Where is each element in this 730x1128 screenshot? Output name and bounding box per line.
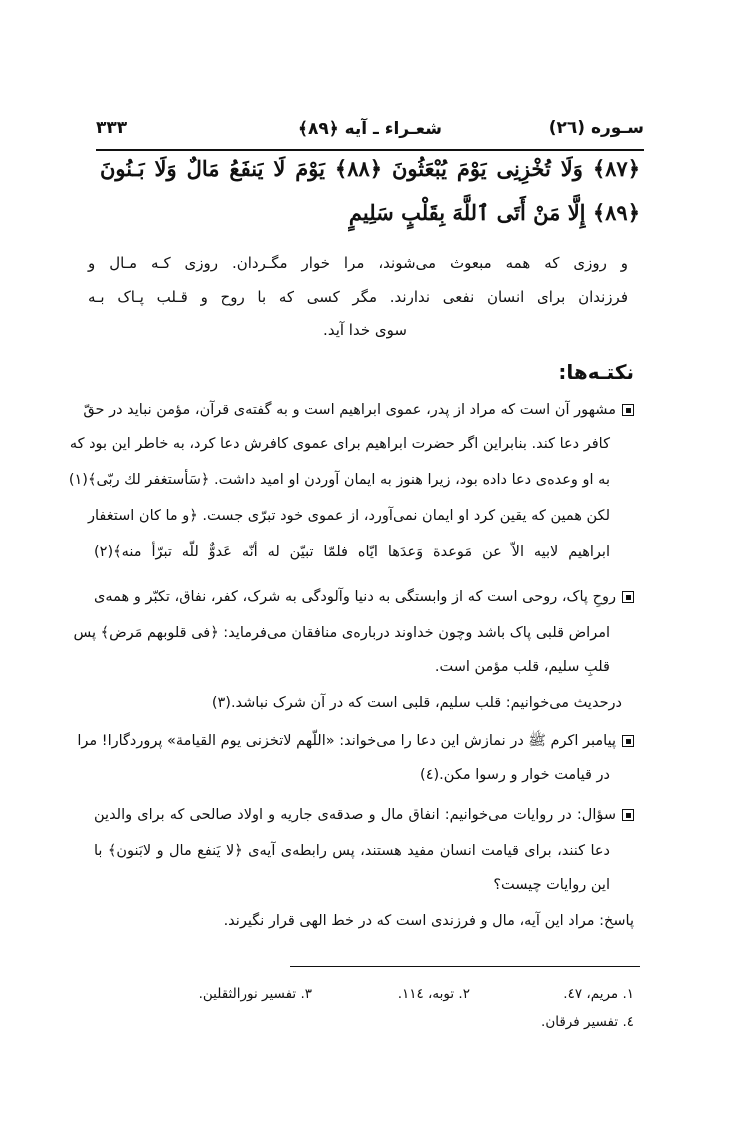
note-line: پيامبر اكرم ﷺ در نمازش اين دعا را مى‌خواند: «اللّهم لاتخزنى يوم القيامة» پروردگارا! مرا xyxy=(94,727,634,755)
translation-line: فرزندان براى انسان نفعى ندارند. مگر كسى كه با روح و قـلب پـاک بـه xyxy=(88,288,628,306)
square-bullet-icon xyxy=(622,809,634,821)
translation-line: و روزى كه همه مبعوث مى‌شوند، مرا خوار مگـردان. روزى كـه مـال و xyxy=(88,254,628,272)
note-line: قلبِ سليم، قلب مؤمن است. xyxy=(434,659,610,675)
answer-line: پاسخ: مراد اين آيه، مال و فرزندى است كه در خط الهى قرار نگيرند. xyxy=(223,913,634,929)
footnote: ٤. تفسير فرقان. xyxy=(541,1014,634,1030)
page-number: ٣٣٣ xyxy=(96,118,128,138)
note-line: به او وعده‌ى دعا داده بود، زيرا هنوز به ايمان آوردن او اميد داشت. ﴿سَأستغفر لك ربّى﴾(١) xyxy=(68,472,610,488)
notes-heading: نكتـه‌ها: xyxy=(558,360,634,384)
note-line: اين روايات چيست؟ xyxy=(493,877,610,893)
header-title: شعـراء ـ آيه ﴿٨٩﴾ xyxy=(298,119,442,139)
note-line: درحديث مى‌خوانيم: قلب سليم، قلبى است كه در آن شرک نباشد.(٣) xyxy=(211,695,622,711)
note-line: دعا كنند، براى قيامت انسان مفيد هستند، پس رابطه‌ى آيه‌ى ﴿لا يَنفع مال و لابَنون﴾ با xyxy=(94,843,610,859)
square-bullet-icon xyxy=(622,591,634,603)
note-line: لكن همين كه يقين كرد او ايمان نمى‌آورد، از عموى خود تبرّى جست. ﴿و ما كان استغفار xyxy=(88,508,610,524)
footnote: ٢. توبه، ١١٤. xyxy=(397,986,470,1002)
translation-line: سوى خدا آيد. xyxy=(323,321,407,339)
note-line: كافر دعا كند. بنابراين اگر حضرت ابراهيم براى عموى كافرش دعا كرد، به خاطر اين بود كه xyxy=(69,436,610,452)
note-line: امراض قلبى پاک باشد وچون خداوند درباره‌ى منافقان مى‌فرمايد: ﴿فى قلوبهم مَرض﴾ پس xyxy=(73,625,610,641)
page-header xyxy=(96,118,644,148)
note-line: مشهور آن است كه مراد از پدر، عموى ابراهيم است و به گفته‌ى قرآن، مؤمن نبايد در حقّ xyxy=(94,396,634,424)
header-divider xyxy=(96,149,644,151)
note-line: در قيامت خوار و رسوا مكن.(٤) xyxy=(420,767,610,783)
quran-verse-line: ﴿٨٧﴾ وَلَا تُخْزِنِى يَوْمَ يُبْعَثُونَ ﴿٨٨﴾ يَوْمَ لَا يَنفَعُ مَالٌ وَلَا بَـنُونَ xyxy=(100,156,640,181)
note-line: روحِ پاک، روحى است كه از وابستگى به دنيا وآلودگى به شرک، كفر، نفاق، تكبّر و همه‌ى xyxy=(94,583,634,611)
square-bullet-icon xyxy=(622,404,634,416)
note-line: ابراهيم لابيه الاّ عن مَوعدة وَعدَها ايّاه فلمّا تبيّن له أنّه عَدوٌّ للّه تبرّأ منه﴾(٢) xyxy=(94,544,610,560)
note-line: سؤال: در روايات مى‌خوانيم: انفاق مال و صدقه‌ى جاريه و اولاد صالحى كه براى والدين xyxy=(94,801,634,829)
footnote-divider xyxy=(290,966,640,967)
footnote: ٣. تفسير نورالثقلين. xyxy=(198,986,312,1002)
quran-verse-line: ﴿٨٩﴾ إِلَّا مَنْ أَتَى ٱللَّهَ بِقَلْبٍ سَلِيمٍ xyxy=(348,200,640,225)
footnote: ١. مريم، ٤٧. xyxy=(563,986,634,1002)
square-bullet-icon xyxy=(622,735,634,747)
surah-label: سـوره (٢٦) xyxy=(548,118,644,138)
